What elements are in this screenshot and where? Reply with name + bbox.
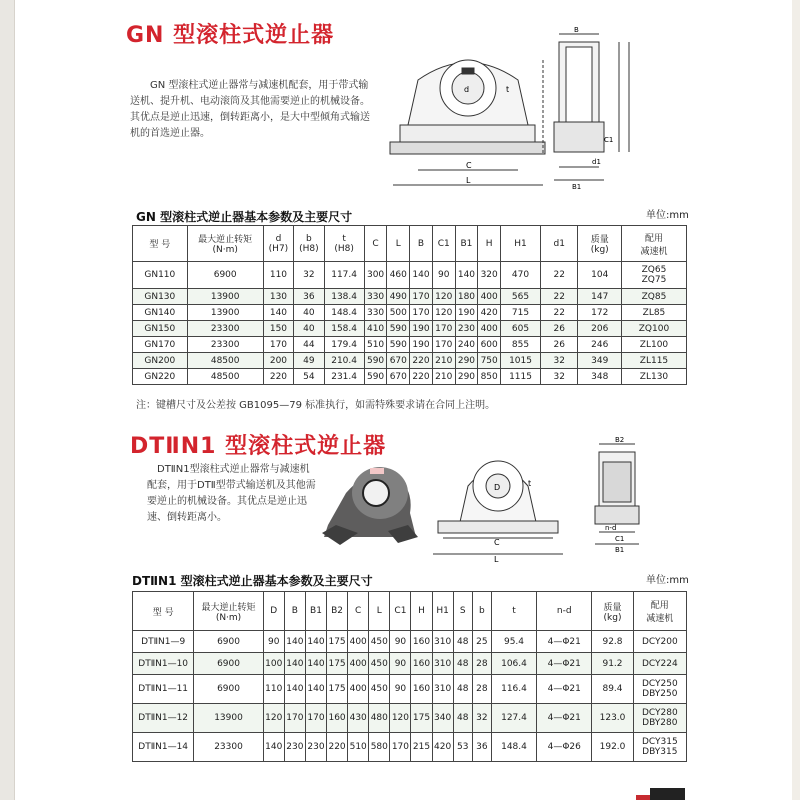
gn-note: 注：键槽尺寸及公差按 GB1095—79 标准执行，如需特殊要求请在合同上注明。 [136, 400, 496, 411]
table-row [133, 353, 687, 369]
dt-side-label-b1: B1 [615, 546, 625, 554]
table-cell: DCY250 DBY250 [633, 675, 686, 704]
table-cell: 23300 [194, 733, 263, 762]
table-row [133, 631, 687, 653]
table-cell: 120 [390, 704, 411, 733]
table-cell: ZQ85 [621, 289, 686, 305]
table-cell: 170 [432, 321, 455, 337]
table-cell: 32 [541, 353, 578, 369]
table-cell: 170 [284, 704, 305, 733]
gn-description: GN 型滚柱式逆止器常与减速机配套，用于带式输送机、提升机、电动滚筒及其他需要逆止的机械设备。其优点是逆止迅速，倒转距离小，是大中型倾角式输送机的首选逆止器。 [130, 80, 370, 139]
table-cell: 605 [501, 321, 541, 337]
table-cell: 590 [387, 337, 410, 353]
table-cell: 190 [410, 337, 433, 353]
dt-th: t [491, 592, 536, 631]
dt-th: B2 [327, 592, 348, 631]
table-cell: DTⅡN1—11 [133, 675, 194, 704]
table-cell: 240 [455, 337, 478, 353]
table-cell: 246 [578, 337, 621, 353]
table-cell: 120 [263, 704, 284, 733]
table-cell: GN170 [133, 337, 188, 353]
gn-th: H1 [501, 226, 541, 262]
dt-description: DTⅡN1型滚柱式逆止器常与减速机配套，用于DTⅡ型带式输送机及其他需要逆止的机械设备。其优点是逆止迅速、倒转距离小。 [147, 464, 316, 523]
table-cell: 6900 [194, 631, 263, 653]
table-cell: 160 [411, 631, 432, 653]
table-cell: 6900 [194, 653, 263, 675]
table-cell: 147 [578, 289, 621, 305]
table-cell: 510 [348, 733, 369, 762]
dt-th: H [411, 592, 432, 631]
table-cell: 90 [390, 675, 411, 704]
table-cell: 290 [455, 353, 478, 369]
table-cell: 130 [263, 289, 293, 305]
table-cell: 230 [455, 321, 478, 337]
table-cell: 140 [284, 653, 305, 675]
page-edge-left [0, 0, 15, 800]
table-cell: 330 [364, 305, 387, 321]
gn-th: 配用 减速机 [621, 226, 686, 262]
table-cell: 140 [305, 631, 326, 653]
table-cell: 170 [432, 337, 455, 353]
table-cell: 22 [541, 289, 578, 305]
table-cell: 160 [327, 704, 348, 733]
table-cell: 160 [411, 653, 432, 675]
table-cell: 600 [478, 337, 501, 353]
page-footer-bar [650, 788, 685, 800]
dt-th: B [284, 592, 305, 631]
table-cell: 120 [432, 289, 455, 305]
table-cell: 170 [410, 289, 433, 305]
table-cell: 4—Φ21 [537, 653, 592, 675]
table-cell: 40 [294, 321, 324, 337]
table-cell: 172 [578, 305, 621, 321]
table-cell: 150 [263, 321, 293, 337]
table-cell: ZL130 [621, 369, 686, 385]
gn-th: L [387, 226, 410, 262]
table-cell: 1015 [501, 353, 541, 369]
table-cell: GN150 [133, 321, 188, 337]
dt-th: 最大逆止转矩 (N·m) [194, 592, 263, 631]
table-cell: 220 [263, 369, 293, 385]
table-cell: GN220 [133, 369, 188, 385]
gn-th: 质量 (kg) [578, 226, 621, 262]
table-cell: 170 [410, 305, 433, 321]
table-cell: 175 [327, 653, 348, 675]
gn-side-label-c1: C1 [604, 136, 614, 144]
table-row [133, 289, 687, 305]
table-cell: DTⅡN1—9 [133, 631, 194, 653]
table-cell: 25 [472, 631, 491, 653]
table-cell: 116.4 [491, 675, 536, 704]
table-cell: GN140 [133, 305, 188, 321]
dt-th: 质量 (kg) [592, 592, 633, 631]
table-cell: 490 [387, 289, 410, 305]
gn-side-label-d1: d1 [592, 158, 601, 166]
dt-side-label-nd: n-d [605, 524, 617, 532]
dt-table [132, 591, 687, 762]
table-cell: 106.4 [491, 653, 536, 675]
table-cell: 53 [453, 733, 472, 762]
table-cell: 175 [411, 704, 432, 733]
table-cell: 13900 [187, 289, 263, 305]
table-cell: 28 [472, 675, 491, 704]
table-cell: 179.4 [324, 337, 364, 353]
table-cell: 13900 [194, 704, 263, 733]
dt-table-header-row [133, 592, 687, 631]
gn-th: C [364, 226, 387, 262]
table-cell: 850 [478, 369, 501, 385]
table-cell: 92.8 [592, 631, 633, 653]
table-cell: 580 [369, 733, 390, 762]
table-cell: 23300 [187, 321, 263, 337]
table-cell: 160 [411, 675, 432, 704]
table-cell: 158.4 [324, 321, 364, 337]
table-cell: 310 [432, 631, 453, 653]
table-cell: 210.4 [324, 353, 364, 369]
table-cell: 95.4 [491, 631, 536, 653]
table-cell: 140 [263, 733, 284, 762]
table-cell: 138.4 [324, 289, 364, 305]
table-row [133, 337, 687, 353]
table-cell: 480 [369, 704, 390, 733]
table-row [133, 733, 687, 762]
table-cell: 231.4 [324, 369, 364, 385]
table-cell: 48 [453, 704, 472, 733]
table-cell: ZQ65 ZQ75 [621, 262, 686, 289]
table-cell: 340 [432, 704, 453, 733]
table-cell: 22 [541, 305, 578, 321]
table-cell: 460 [387, 262, 410, 289]
table-cell: 220 [410, 353, 433, 369]
table-cell: 127.4 [491, 704, 536, 733]
table-cell: 590 [364, 369, 387, 385]
table-cell: 49 [294, 353, 324, 369]
table-cell: 4—Φ21 [537, 631, 592, 653]
table-cell: 120 [432, 305, 455, 321]
table-cell: 13900 [187, 305, 263, 321]
table-cell: 140 [284, 675, 305, 704]
table-cell: 310 [432, 653, 453, 675]
table-cell: 430 [348, 704, 369, 733]
table-cell: 450 [369, 653, 390, 675]
table-cell: 4—Φ21 [537, 704, 592, 733]
table-cell: 450 [369, 631, 390, 653]
table-cell: 117.4 [324, 262, 364, 289]
table-cell: 590 [364, 353, 387, 369]
table-cell: 140 [305, 675, 326, 704]
table-cell: 110 [263, 262, 293, 289]
gn-th: d (H7) [263, 226, 293, 262]
table-cell: 290 [455, 369, 478, 385]
gn-th: B1 [455, 226, 478, 262]
table-cell: 32 [541, 369, 578, 385]
table-cell: 300 [364, 262, 387, 289]
table-cell: 206 [578, 321, 621, 337]
gn-side-label-b: B [574, 26, 579, 34]
table-row [133, 305, 687, 321]
dt-front-label-c: C [494, 538, 500, 547]
dt-product-photo [318, 455, 420, 547]
gn-th: t (H8) [324, 226, 364, 262]
table-cell: 565 [501, 289, 541, 305]
table-cell: 28 [472, 653, 491, 675]
table-cell: 510 [364, 337, 387, 353]
table-cell: 100 [263, 653, 284, 675]
table-cell: DTⅡN1—10 [133, 653, 194, 675]
table-cell: 320 [478, 262, 501, 289]
table-cell: 230 [305, 733, 326, 762]
table-cell: 140 [263, 305, 293, 321]
table-cell: 470 [501, 262, 541, 289]
table-cell: 715 [501, 305, 541, 321]
dt-th: C [348, 592, 369, 631]
table-cell: GN110 [133, 262, 188, 289]
table-cell: 6900 [187, 262, 263, 289]
table-cell: 89.4 [592, 675, 633, 704]
dt-th: L [369, 592, 390, 631]
table-cell: 210 [432, 369, 455, 385]
dt-th: b [472, 592, 491, 631]
table-cell: 310 [432, 675, 453, 704]
table-row [133, 653, 687, 675]
table-cell: 450 [369, 675, 390, 704]
table-cell: 4—Φ26 [537, 733, 592, 762]
table-cell: 670 [387, 353, 410, 369]
page-edge-right [792, 0, 800, 800]
table-cell: 348 [578, 369, 621, 385]
dt-th: n-d [537, 592, 592, 631]
table-cell: 750 [478, 353, 501, 369]
table-cell: 400 [348, 653, 369, 675]
table-cell: DCY200 [633, 631, 686, 653]
table-cell: 140 [455, 262, 478, 289]
table-cell: 148.4 [324, 305, 364, 321]
table-cell: 140 [305, 653, 326, 675]
gn-th: d1 [541, 226, 578, 262]
gn-table [132, 225, 687, 385]
table-cell: 500 [387, 305, 410, 321]
dt-front-label-l: L [494, 555, 499, 564]
dt-unit: 单位:mm [646, 575, 689, 586]
gn-title: GN 型滚柱式逆止器 [126, 23, 335, 48]
table-cell: 91.2 [592, 653, 633, 675]
table-cell: 48500 [187, 353, 263, 369]
table-cell: 170 [390, 733, 411, 762]
table-cell: 670 [387, 369, 410, 385]
gn-front-view-drawing [388, 40, 548, 200]
table-cell: 48500 [187, 369, 263, 385]
table-cell: 400 [348, 675, 369, 704]
table-cell: 123.0 [592, 704, 633, 733]
dt-th: B1 [305, 592, 326, 631]
dt-front-label-d: D [494, 483, 501, 492]
dt-front-label-t: t [528, 479, 532, 488]
table-row [133, 704, 687, 733]
table-cell: DCY224 [633, 653, 686, 675]
dt-title: DTⅡN1 型滚柱式逆止器 [130, 434, 387, 459]
dt-side-label-c1: C1 [615, 535, 625, 543]
dt-side-view-drawing [585, 434, 655, 554]
table-cell: ZL100 [621, 337, 686, 353]
dt-table-title: DTⅡN1 型滚柱式逆止器基本参数及主要尺寸 [132, 574, 373, 588]
dt-th: S [453, 592, 472, 631]
table-cell: 349 [578, 353, 621, 369]
table-cell: 170 [305, 704, 326, 733]
table-cell: 48 [453, 631, 472, 653]
dt-side-label-b2: B2 [615, 436, 625, 444]
table-cell: 90 [390, 653, 411, 675]
table-cell: 36 [472, 733, 491, 762]
dt-front-view-drawing [428, 446, 568, 566]
table-cell: 4—Φ21 [537, 675, 592, 704]
table-cell: 48 [453, 675, 472, 704]
table-cell: 220 [327, 733, 348, 762]
table-cell: DTⅡN1—14 [133, 733, 194, 762]
table-cell: 190 [410, 321, 433, 337]
table-cell: 192.0 [592, 733, 633, 762]
table-cell: GN130 [133, 289, 188, 305]
table-cell: 180 [455, 289, 478, 305]
dt-th: 型 号 [133, 592, 194, 631]
gn-th: b (H8) [294, 226, 324, 262]
table-cell: 400 [348, 631, 369, 653]
dt-th: D [263, 592, 284, 631]
table-cell: 40 [294, 305, 324, 321]
table-cell: GN200 [133, 353, 188, 369]
table-cell: 140 [410, 262, 433, 289]
table-row [133, 369, 687, 385]
table-row [133, 675, 687, 704]
table-cell: 215 [411, 733, 432, 762]
table-cell: 140 [284, 631, 305, 653]
table-cell: 90 [390, 631, 411, 653]
table-cell: 22 [541, 262, 578, 289]
table-cell: 420 [478, 305, 501, 321]
gn-unit: 单位:mm [646, 210, 689, 221]
table-cell: 210 [432, 353, 455, 369]
table-cell: 175 [327, 631, 348, 653]
table-cell: ZL115 [621, 353, 686, 369]
gn-table-header-row [133, 226, 687, 262]
table-cell: 48 [453, 653, 472, 675]
gn-th: 最大逆止转矩 (N·m) [187, 226, 263, 262]
table-cell: 110 [263, 675, 284, 704]
table-cell: 220 [410, 369, 433, 385]
table-cell: DTⅡN1—12 [133, 704, 194, 733]
table-cell: ZQ100 [621, 321, 686, 337]
table-cell: 32 [472, 704, 491, 733]
table-cell: 590 [387, 321, 410, 337]
table-row [133, 262, 687, 289]
table-cell: 26 [541, 321, 578, 337]
dt-th: H1 [432, 592, 453, 631]
gn-side-label-b1: B1 [572, 183, 582, 191]
gn-table-title: GN 型滚柱式逆止器基本参数及主要尺寸 [136, 210, 353, 224]
table-cell: DCY280 DBY280 [633, 704, 686, 733]
table-cell: ZL85 [621, 305, 686, 321]
table-cell: 410 [364, 321, 387, 337]
table-cell: 1115 [501, 369, 541, 385]
table-cell: 23300 [187, 337, 263, 353]
table-cell: 170 [263, 337, 293, 353]
table-cell: 36 [294, 289, 324, 305]
dt-th: 配用 减速机 [633, 592, 686, 631]
page-footer-red-mark [636, 795, 650, 800]
table-cell: 400 [478, 321, 501, 337]
table-cell: 200 [263, 353, 293, 369]
gn-side-view-drawing [544, 22, 634, 192]
table-cell: 148.4 [491, 733, 536, 762]
gn-th: B [410, 226, 433, 262]
gn-front-label-d: d [464, 85, 470, 94]
gn-th: H [478, 226, 501, 262]
table-cell: 330 [364, 289, 387, 305]
dt-th: C1 [390, 592, 411, 631]
table-cell: 104 [578, 262, 621, 289]
gn-th: 型 号 [133, 226, 188, 262]
table-cell: 90 [263, 631, 284, 653]
table-cell: 190 [455, 305, 478, 321]
table-cell: 44 [294, 337, 324, 353]
table-cell: 32 [294, 262, 324, 289]
table-cell: 6900 [194, 675, 263, 704]
table-cell: 90 [432, 262, 455, 289]
table-cell: 855 [501, 337, 541, 353]
table-cell: 400 [478, 289, 501, 305]
table-cell: DCY315 DBY315 [633, 733, 686, 762]
gn-th: C1 [432, 226, 455, 262]
gn-front-label-c: C [466, 161, 472, 170]
gn-front-label-t: t [506, 85, 510, 94]
gn-front-label-l: L [466, 176, 471, 185]
table-row [133, 321, 687, 337]
table-cell: 26 [541, 337, 578, 353]
table-cell: 54 [294, 369, 324, 385]
table-cell: 230 [284, 733, 305, 762]
table-cell: 175 [327, 675, 348, 704]
table-cell: 420 [432, 733, 453, 762]
